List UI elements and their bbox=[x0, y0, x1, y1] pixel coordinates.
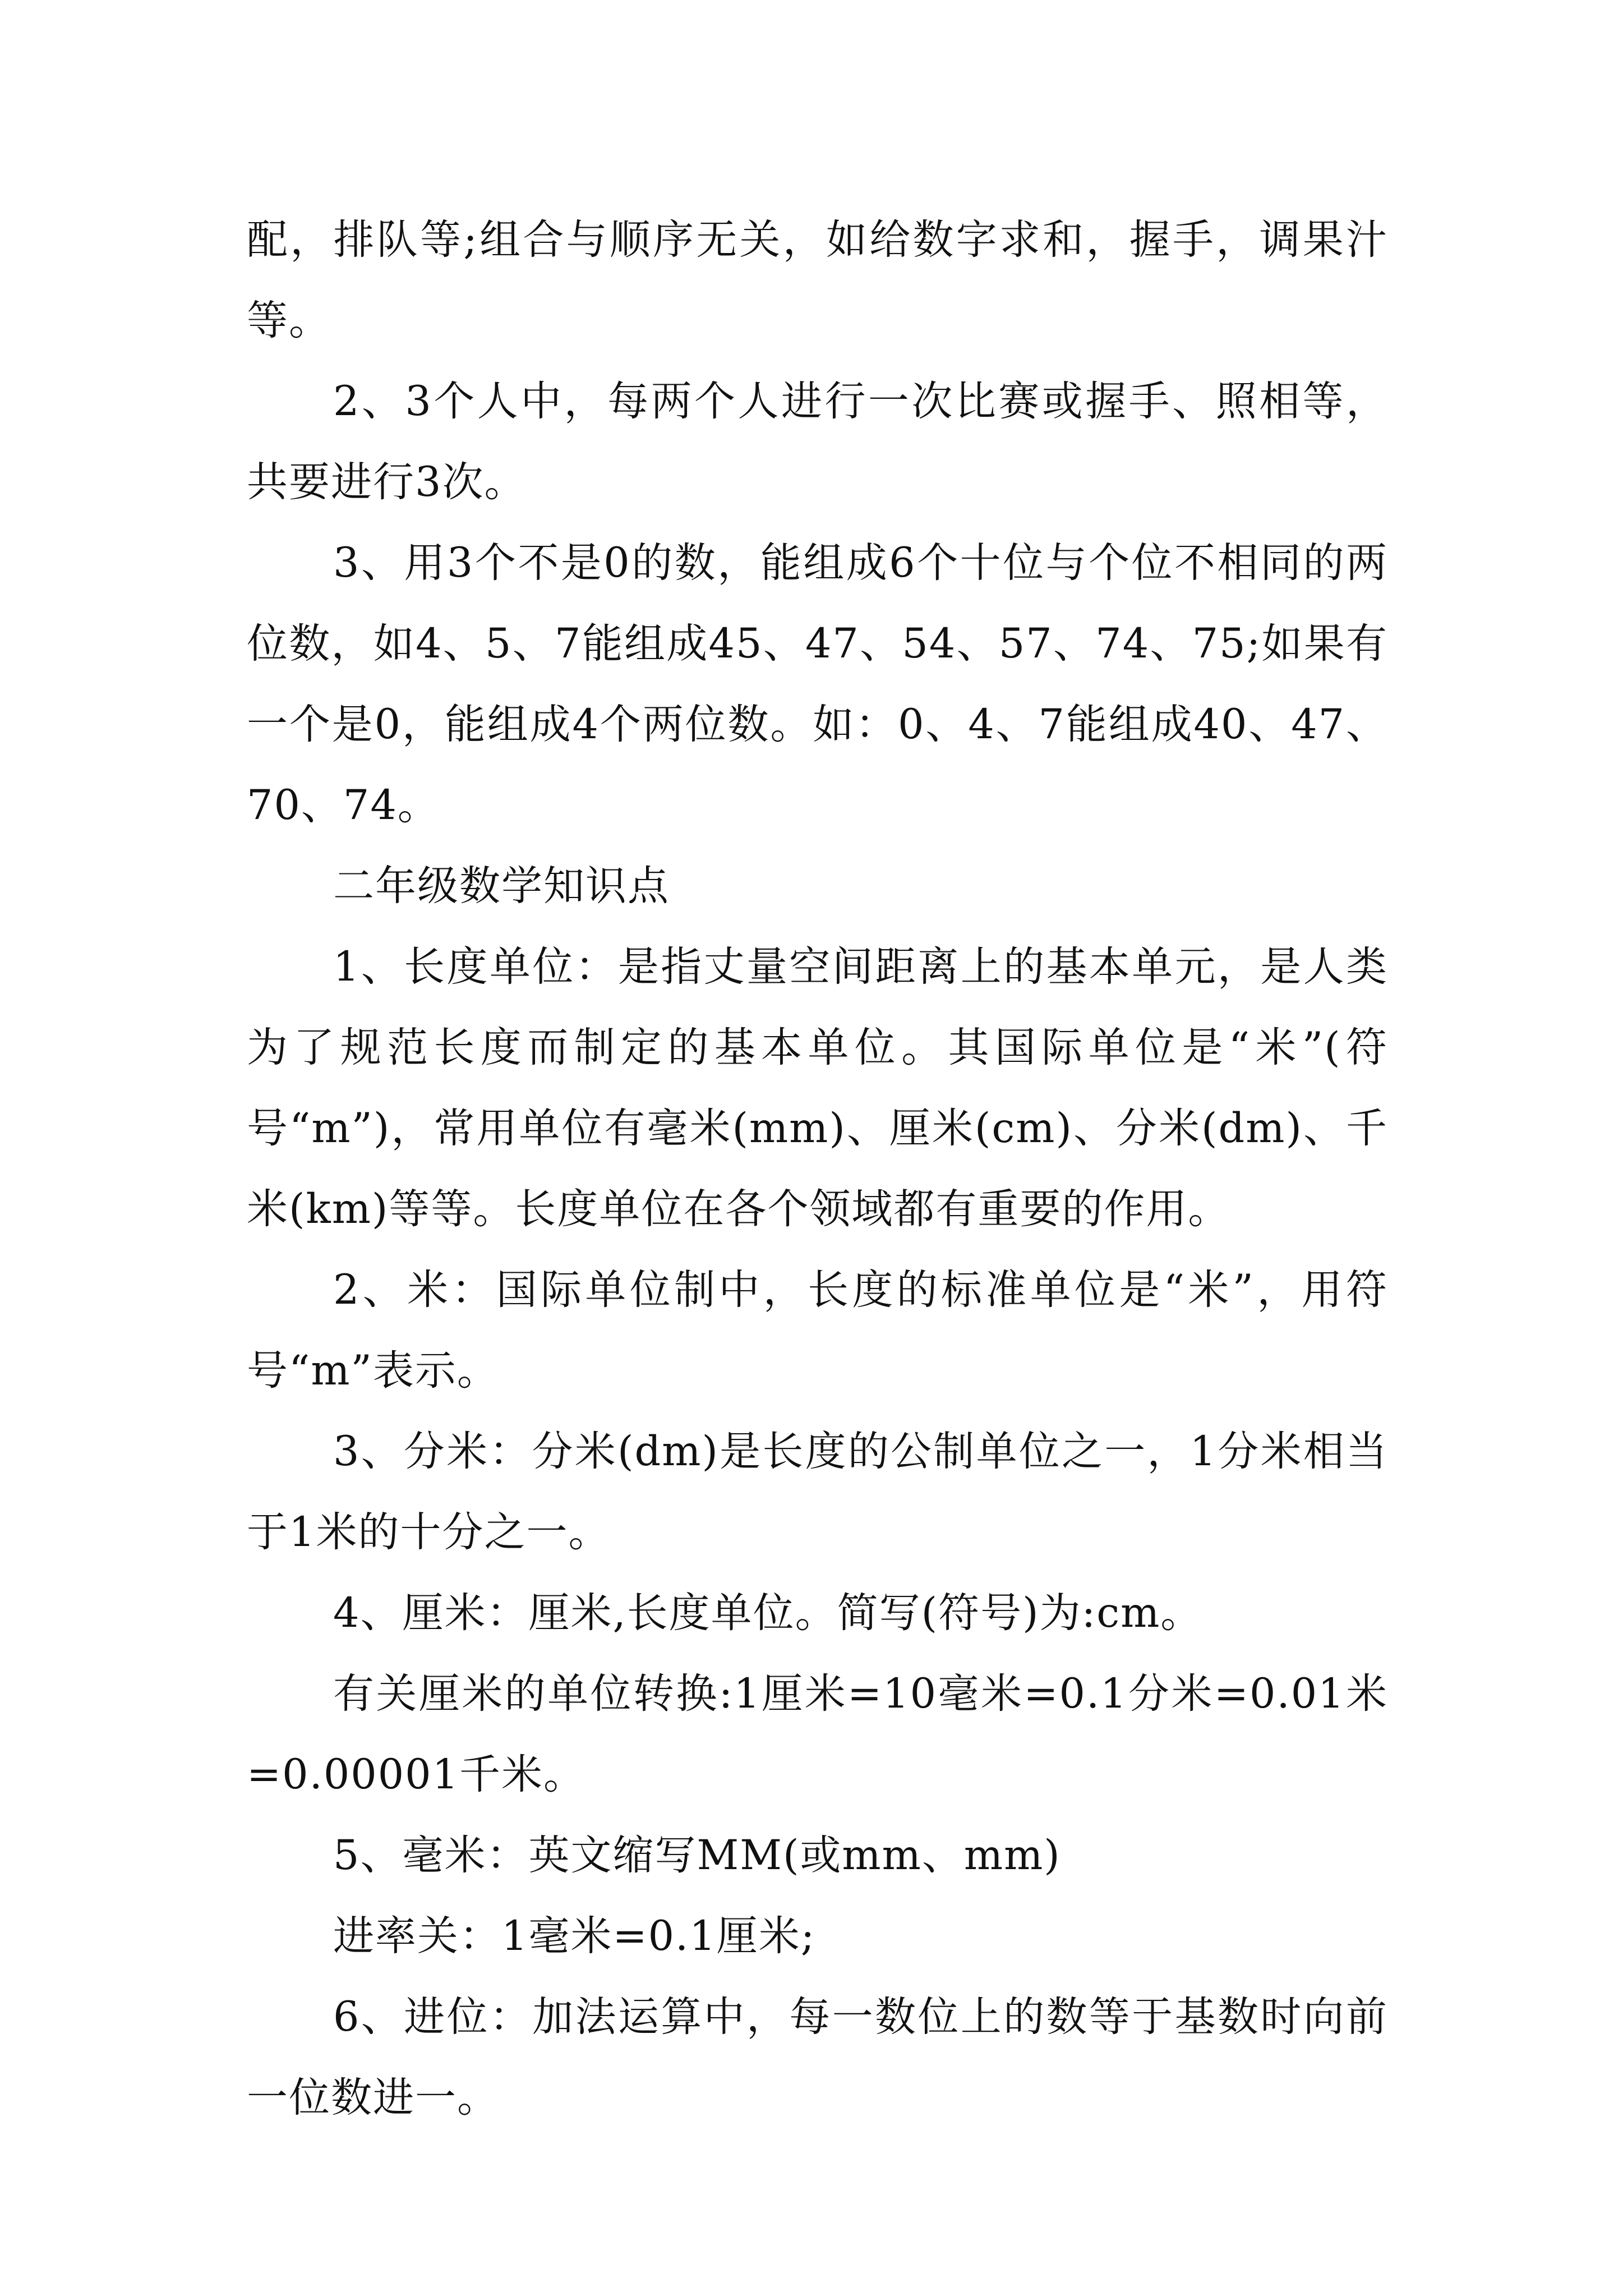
paragraph-item-3-two-digit-numbers: 3、用3个不是0的数，能组成6个十位与个位不相同的两位数，如4、5、7能组成45、47、54、57、74、75;如果有一个是0，能组成4个两位数。如：0、4、7能组成40、47、70、74。 bbox=[247, 539, 1388, 829]
paragraph-carry: 6、进位：加法运算中，每一数位上的数等于基数时向前一位数进一。 bbox=[247, 1993, 1388, 2122]
paragraph-millimeter-rate: 进率关：1毫米=0.1厘米; bbox=[333, 1912, 816, 1960]
paragraph-centimeter-conversion: 有关厘米的单位转换:1厘米=10毫米=0.1分米=0.01米=0.00001千米。 bbox=[247, 1670, 1388, 1798]
paragraph-meter: 2、米：国际单位制中，长度的标准单位是“米”，用符号“m”表示。 bbox=[247, 1266, 1388, 1395]
paragraph-length-unit: 1、长度单位：是指丈量空间距离上的基本单元，是人类为了规范长度而制定的基本单位。其国际单位是“米”(符号“m”)，常用单位有毫米(mm)、厘米(cm)、分米(dm)、千米(km)等等。长度单位在各个领域都有重要的作用。 bbox=[247, 943, 1388, 1233]
paragraph-continuation: 配，排队等;组合与顺序无关，如给数字求和，握手，调果汁等。 bbox=[247, 216, 1388, 344]
paragraph-decimeter: 3、分米：分米(dm)是长度的公制单位之一，1分米相当于1米的十分之一。 bbox=[247, 1428, 1388, 1556]
paragraph-millimeter: 5、毫米：英文缩写MM(或mm、mm) bbox=[333, 1832, 1061, 1879]
paragraph-centimeter: 4、厘米：厘米,长度单位。简写(符号)为:cm。 bbox=[333, 1589, 1203, 1637]
paragraph-item-2-handshake: 2、3个人中，每两个人进行一次比赛或握手、照相等，共要进行3次。 bbox=[247, 378, 1388, 506]
section-heading: 二年级数学知识点 bbox=[333, 862, 670, 910]
document-body bbox=[247, 200, 1388, 2138]
